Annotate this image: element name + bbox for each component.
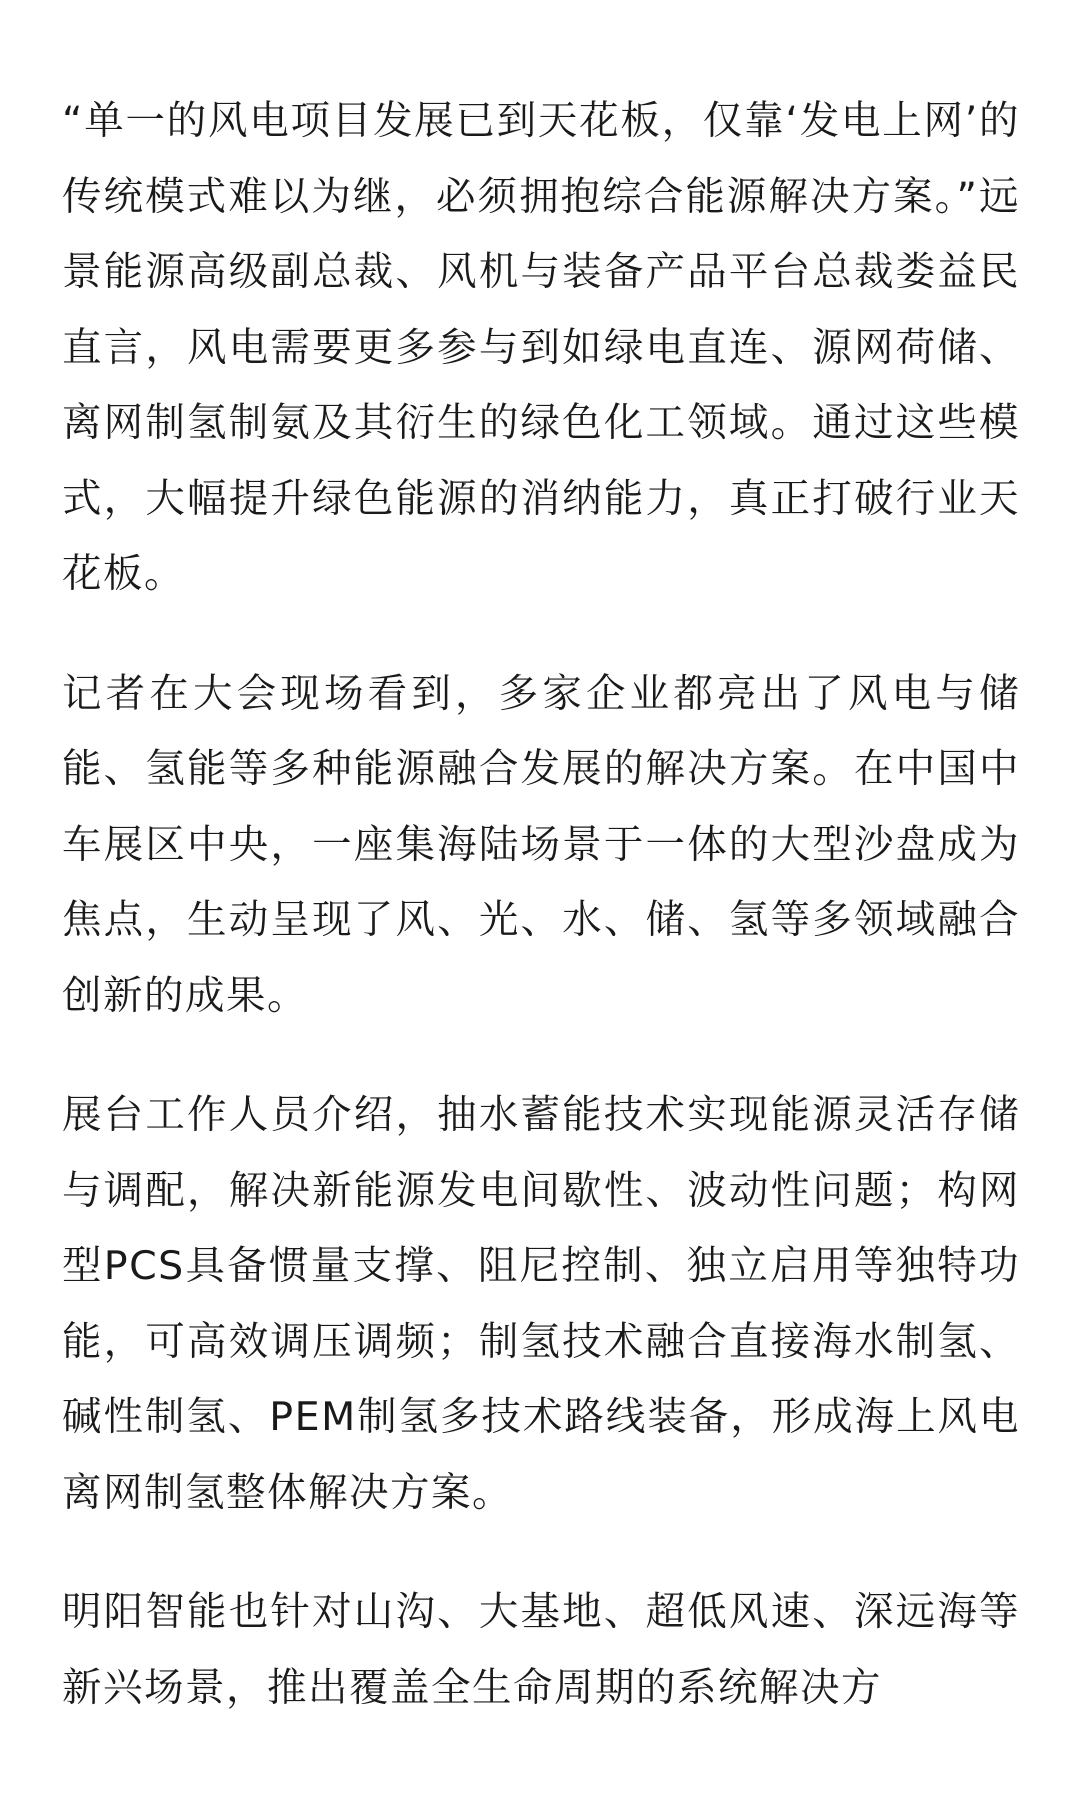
paragraph-4: 明阳智能也针对山沟、大基地、超低风速、深远海等新兴场景，推出覆盖全生命周期的系统解决方 [62, 1589, 1020, 1711]
article-body [62, 84, 1020, 1770]
paragraph-2: 记者在大会现场看到，多家企业都亮出了风电与储能、氢能等多种能源融合发展的解决方案。在中国中车展区中央，一座集海陆场景于一体的大型沙盘成为焦点，生动呈现了风、光、水、储、氢等多领域融合创新的成果。 [62, 670, 1020, 1019]
paragraph-1: “单一的风电项目发展已到天花板，仅靠‘发电上网’的传统模式难以为继，必须拥抱综合能源解决方案。”远景能源高级副总裁、风机与装备产品平台总裁娄益民直言，风电需要更多参与到如绿电直连、源网荷储、离网制氢制氨及其衍生的绿色化工领域。通过这些模式，大幅提升绿色能源的消纳能力，真正打破行业天花板。 [62, 98, 1020, 597]
paragraph-3: 展台工作人员介绍，抽水蓄能技术实现能源灵活存储与调配，解决新能源发电间歇性、波动性问题；构网型PCS具备惯量支撑、阻尼控制、独立启用等独特功能，可高效调压调频；制氢技术融合直接海水制氢、碱性制氢、PEM制氢多技术路线装备，形成海上风电离网制氢整体解决方案。 [62, 1092, 1020, 1516]
